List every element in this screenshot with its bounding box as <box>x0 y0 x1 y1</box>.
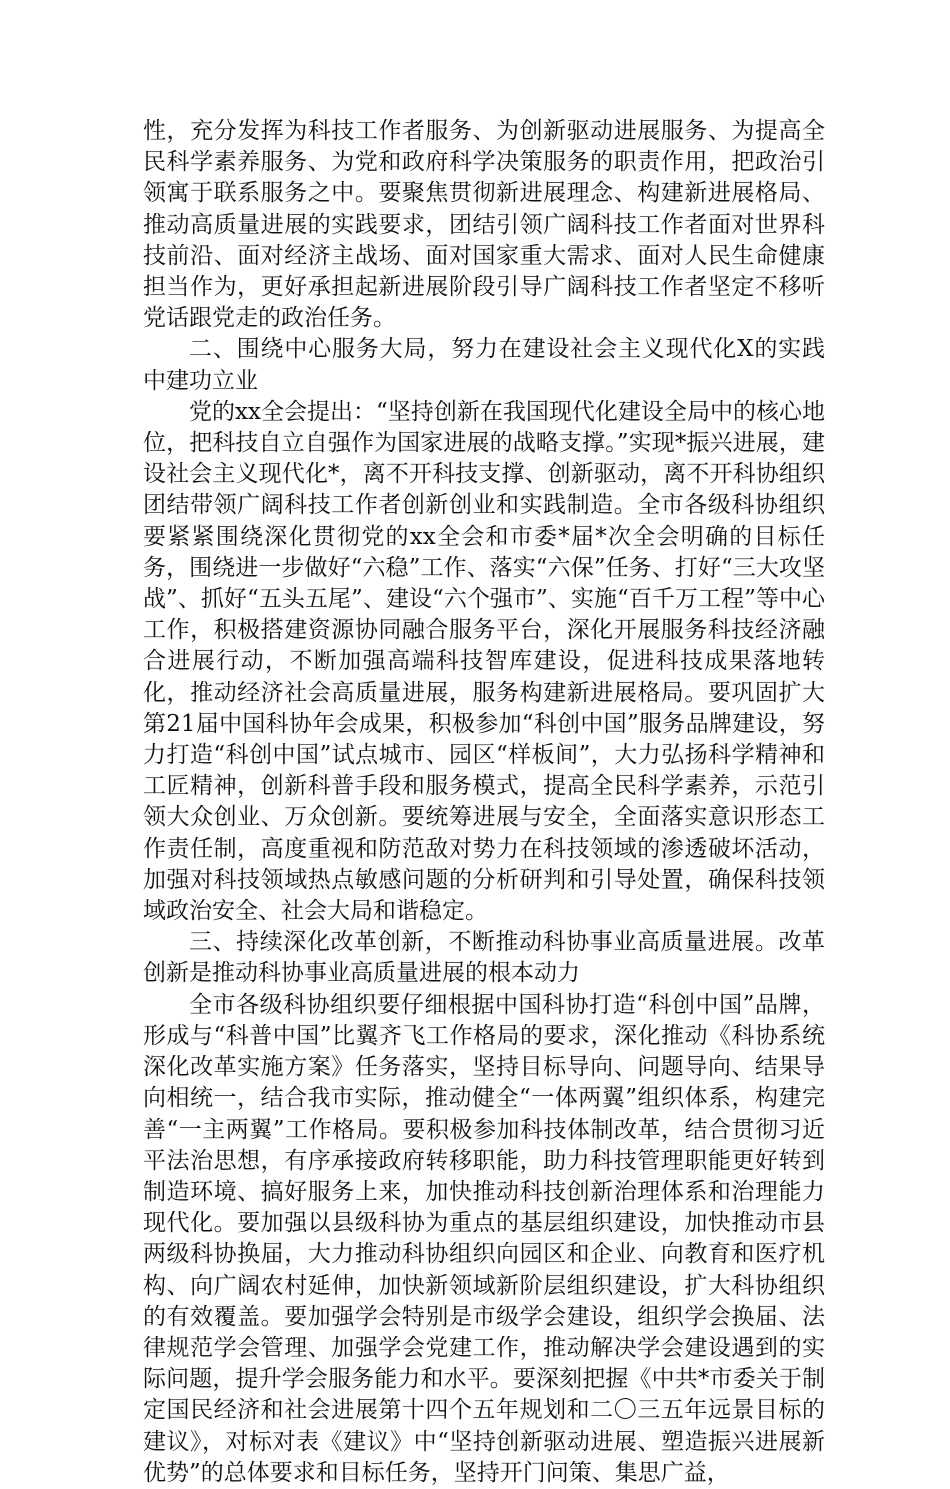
section-heading-3: 三、持续深化改革创新，不断推动科协事业高质量进展。改革创新是推动科协事业高质量进展的根本动力 <box>143 929 825 987</box>
document-page <box>143 116 825 1489</box>
section-heading-2: 二、围绕中心服务大局，努力在建设社会主义现代化X的实践中建功立业 <box>143 336 825 394</box>
paragraph-body-3: 全市各级科协组织要仔细根据中国科协打造“科创中国”品牌，形成与“科普中国”比翼齐飞工作格局的要求，深化推动《科协系统深化改革实施方案》任务落实，坚持目标导向、问题导向、结果导向相统一，结合我市实际，推动健全“一体两翼”组织体系，构建完善“一主两翼”工作格局。要积极参加科技体制改革，结合贯彻习近平法治思想，有序承接政府转移职能，助力科技管理职能更好转到制造环境、搞好服务上来，加快推动科技创新治理体系和治理能力现代化。要加强以县级科协为重点的基层组织建设，加快推动市县两级科协换届，大力推动科协组织向园区和企业、向教育和医疗机构、向广阔农村延伸，加快新领域新阶层组织建设，扩大科协组织的有效覆盖。要加强学会特别是市级学会建设，组织学会换届、法律规范学会管理、加强学会党建工作，推动解决学会建设遇到的实际问题，提升学会服务能力和水平。要深刻把握《中共*市委关于制定国民经济和社会进展第十四个五年规划和二〇三五年远景目标的建议》，对标对表《建议》中“坚持创新驱动进展、塑造振兴进展新优势”的总体要求和目标任务，坚持开门问策、集思广益， <box>143 991 825 1486</box>
paragraph-continuation: 性，充分发挥为科技工作者服务、为创新驱动进展服务、为提高全民科学素养服务、为党和政府科学决策服务的职责作用，把政治引领寓于联系服务之中。要聚焦贯彻新进展理念、构建新进展格局、推动高质量进展的实践要求，团结引领广阔科技工作者面对世界科技前沿、面对经济主战场、面对国家重大需求、面对人民生命健康担当作为，更好承担起新进展阶段引导广阔科技工作者坚定不移听党话跟党走的政治任务。 <box>143 118 825 332</box>
paragraph-body-2: 党的xx全会提出：“坚持创新在我国现代化建设全局中的核心地位，把科技自立自强作为国家进展的战略支撑。”实现*振兴进展，建设社会主义现代化*，离不开科技支撑、创新驱动，离不开科协组织团结带领广阔科技工作者创新创业和实践制造。全市各级科协组织要紧紧围绕深化贯彻党的xx全会和市委*届*次全会明确的目标任务，围绕进一步做好“六稳”工作、落实“六保”任务、打好“三大攻坚战”、抓好“五头五尾”、建设“六个强市”、实施“百千万工程”等中心工作，积极搭建资源协同融合服务平台，深化开展服务科技经济融合进展行动，不断加强高端科技智库建设，促进科技成果落地转化，推动经济社会高质量进展，服务构建新进展格局。要巩固扩大第21届中国科协年会成果，积极参加“科创中国”服务品牌建设，努力打造“科创中国”试点城市、园区“样板间”，大力弘扬科学精神和工匠精神，创新科普手段和服务模式，提高全民科学素养，示范引领大众创业、万众创新。要统筹进展与安全，全面落实意识形态工作责任制，高度重视和防范敌对势力在科技领域的渗透破坏活动，加强对科技领域热点敏感问题的分析研判和引导处置，确保科技领域政治安全、社会大局和谐稳定。 <box>143 398 825 925</box>
